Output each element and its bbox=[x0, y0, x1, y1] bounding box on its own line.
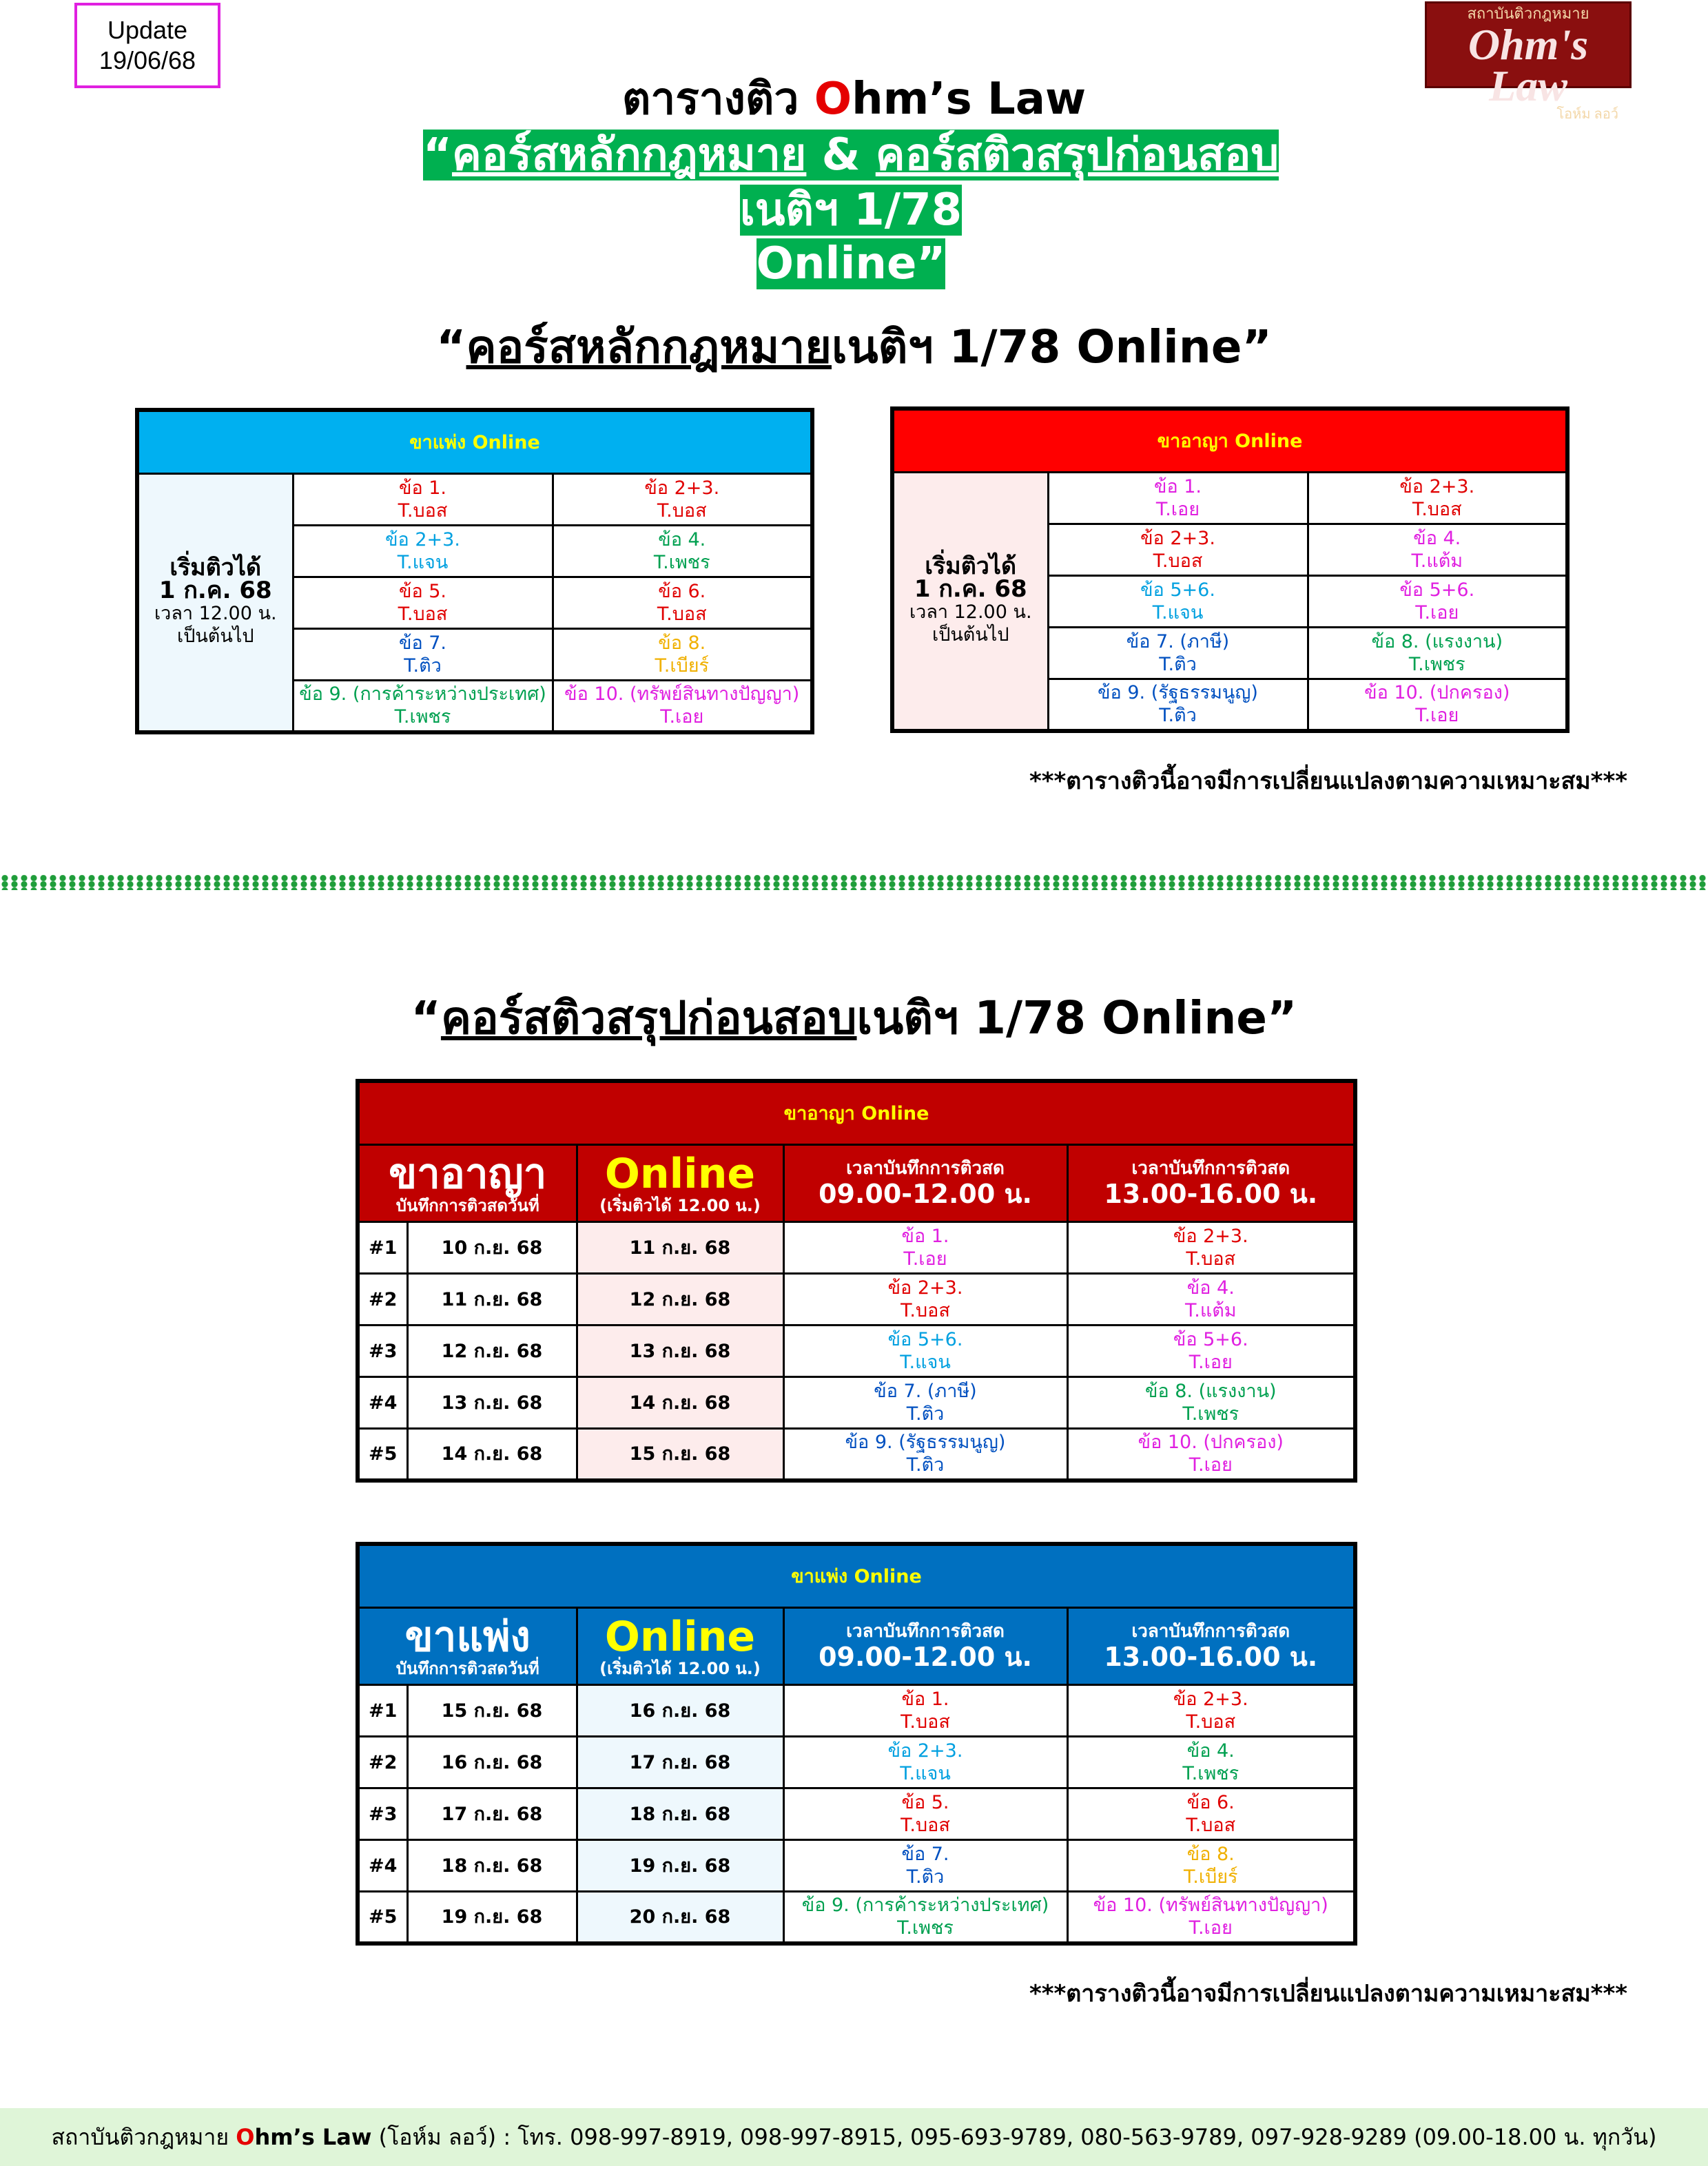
live-date: 17 ก.ย. 68 bbox=[407, 1788, 577, 1840]
start-info bbox=[137, 474, 293, 732]
online-date: 17 ก.ย. 68 bbox=[577, 1737, 783, 1788]
afternoon-subject-cell bbox=[1067, 1737, 1355, 1788]
subject-label: ข้อ 4. bbox=[1186, 1277, 1235, 1299]
col-date-sub: บันทึกการติวสดวันที่ bbox=[395, 1658, 539, 1678]
col-morning-sub: เวลาบันทึกการติวสด bbox=[846, 1157, 1005, 1179]
col-afternoon-sub: เวลาบันทึกการติวสด bbox=[1131, 1157, 1290, 1179]
tutor-label: T.แจน bbox=[1152, 602, 1204, 623]
col-morning-header bbox=[783, 1145, 1067, 1222]
col-morning-time: 09.00-12.00 น. bbox=[819, 1178, 1032, 1209]
title-line-2-highlight bbox=[423, 130, 1279, 180]
online-date: 16 ก.ย. 68 bbox=[577, 1685, 783, 1737]
tutor-label: T.บอส bbox=[901, 1711, 950, 1733]
start-label: เริ่มติวได้ bbox=[925, 553, 1017, 581]
col-date-title: ขาแพ่ง bbox=[404, 1612, 531, 1661]
subject-cell bbox=[553, 577, 812, 629]
table-row bbox=[358, 1685, 1355, 1737]
subject-label: ข้อ 2+3. bbox=[1173, 1689, 1248, 1710]
start-time: เวลา 12.00 น. bbox=[154, 603, 277, 625]
civil-summary-header: ขาแพ่ง Online bbox=[358, 1544, 1355, 1608]
tutor-label: T.บอส bbox=[398, 604, 448, 625]
title-line2-course-a: คอร์สหลักกฎหมาย bbox=[452, 130, 807, 180]
tutor-label: T.ติว bbox=[906, 1454, 945, 1476]
tutor-label: T.ติว bbox=[1159, 654, 1197, 675]
criminal-summary-header: ขาอาญา Online bbox=[358, 1081, 1355, 1145]
tutor-label: T.แจน bbox=[900, 1763, 951, 1784]
online-date: 18 ก.ย. 68 bbox=[577, 1788, 783, 1840]
section2-note: ***ตารางติวนี้อาจมีการเปลี่ยนแปลงตามความเหมาะสม*** bbox=[1029, 1980, 1627, 2008]
online-date: 19 ก.ย. 68 bbox=[577, 1840, 783, 1892]
tutor-label: T.แจน bbox=[397, 552, 449, 573]
tutor-label: T.ติว bbox=[1159, 705, 1197, 727]
afternoon-subject-cell bbox=[1067, 1429, 1355, 1481]
tutor-label: T.เอย bbox=[1189, 1917, 1233, 1939]
tutor-label: T.บอส bbox=[1186, 1711, 1236, 1733]
subject-label: ข้อ 10. (ทรัพย์สินทางปัญญา) bbox=[564, 683, 800, 705]
afternoon-subject-cell bbox=[1067, 1892, 1355, 1943]
start-info bbox=[892, 473, 1048, 731]
subject-cell bbox=[1308, 679, 1567, 731]
section1-civil-table bbox=[135, 408, 814, 734]
live-date: 12 ก.ย. 68 bbox=[407, 1326, 577, 1377]
live-date: 15 ก.ย. 68 bbox=[407, 1685, 577, 1737]
tutor-label: T.เพชร bbox=[1182, 1403, 1239, 1425]
live-date: 18 ก.ย. 68 bbox=[407, 1840, 577, 1892]
logo-main: Ohm's Law bbox=[1468, 20, 1589, 110]
title-brand-rest: hm’s Law bbox=[852, 74, 1087, 125]
start-onward: เป็นต้นไป bbox=[932, 624, 1009, 646]
logo-sub: สถาบันติวกฎหมาย bbox=[1467, 5, 1589, 22]
title-line2-course-b: คอร์สติวสรุปก่อนสอบ bbox=[875, 130, 1279, 180]
title-prefix: ตารางติว bbox=[621, 74, 814, 125]
row-number: #2 bbox=[358, 1737, 407, 1788]
section1-criminal-table bbox=[890, 406, 1570, 733]
tutor-label: T.บอส bbox=[901, 1300, 950, 1321]
subject-cell bbox=[1048, 524, 1308, 576]
col-morning-sub: เวลาบันทึกการติวสด bbox=[846, 1620, 1005, 1642]
subject-cell bbox=[1048, 628, 1308, 679]
tutor-label: T.ติว bbox=[906, 1866, 945, 1888]
tutor-label: T.ติว bbox=[404, 655, 442, 677]
subject-cell bbox=[553, 526, 812, 577]
tutor-label: T.เอย bbox=[1155, 499, 1200, 520]
col-afternoon-time: 13.00-16.00 น. bbox=[1104, 1641, 1318, 1672]
live-date: 19 ก.ย. 68 bbox=[407, 1892, 577, 1943]
subject-label: ข้อ 7. (ภาษี) bbox=[1126, 631, 1230, 652]
subject-label: ข้อ 9. (การค้าระหว่างประเทศ) bbox=[299, 683, 546, 705]
footer-contact bbox=[0, 2108, 1708, 2166]
table-row bbox=[358, 1892, 1355, 1943]
tutor-label: T.เอย bbox=[1415, 602, 1459, 623]
subject-cell bbox=[293, 577, 553, 629]
column-header-row bbox=[358, 1145, 1355, 1222]
tutor-label: T.บอส bbox=[657, 604, 707, 625]
tutor-label: T.เบียร์ bbox=[1183, 1866, 1238, 1888]
title-line2-amp: & bbox=[806, 130, 876, 180]
afternoon-subject-cell bbox=[1067, 1840, 1355, 1892]
morning-subject-cell bbox=[783, 1326, 1067, 1377]
subject-cell bbox=[553, 629, 812, 681]
tutor-label: T.เอย bbox=[903, 1248, 947, 1270]
start-label: เริ่มติวได้ bbox=[169, 554, 262, 582]
subject-label: ข้อ 10. (ปกครอง) bbox=[1138, 1432, 1284, 1454]
subject-label: ข้อ 7. bbox=[901, 1844, 949, 1865]
subject-label: ข้อ 1. bbox=[901, 1226, 949, 1247]
col-date-title: ขาอาญา bbox=[389, 1149, 547, 1198]
subject-cell bbox=[1308, 576, 1567, 628]
morning-subject-cell bbox=[783, 1685, 1067, 1737]
table-row bbox=[358, 1737, 1355, 1788]
col-afternoon-header bbox=[1067, 1145, 1355, 1222]
col-online-sub: (เริ่มติวได้ 12.00 น.) bbox=[599, 1195, 761, 1215]
section1-title bbox=[0, 318, 1708, 376]
page-title bbox=[0, 70, 1708, 128]
tutor-label: T.บอส bbox=[657, 500, 707, 522]
table-row bbox=[892, 473, 1567, 524]
subject-cell bbox=[1308, 628, 1567, 679]
column-header-row bbox=[358, 1608, 1355, 1685]
section1-title-underlined: คอร์สหลักกฎหมาย bbox=[466, 320, 832, 373]
live-date: 10 ก.ย. 68 bbox=[407, 1222, 577, 1274]
section2-title bbox=[0, 989, 1708, 1047]
table-header-row bbox=[358, 1544, 1355, 1608]
start-date: 1 ก.ค. 68 bbox=[914, 575, 1027, 604]
tutor-label: T.เพชร bbox=[394, 706, 451, 728]
table-row bbox=[137, 474, 812, 526]
subject-label: ข้อ 5+6. bbox=[1173, 1329, 1248, 1350]
live-date: 11 ก.ย. 68 bbox=[407, 1274, 577, 1326]
row-number: #5 bbox=[358, 1429, 407, 1481]
online-date: 13 ก.ย. 68 bbox=[577, 1326, 783, 1377]
table-header-row bbox=[358, 1081, 1355, 1145]
criminal-table-header: ขาอาญา Online bbox=[892, 409, 1567, 473]
online-date: 11 ก.ย. 68 bbox=[577, 1222, 783, 1274]
subject-label: ข้อ 2+3. bbox=[1399, 476, 1475, 497]
subject-cell bbox=[1048, 576, 1308, 628]
table-row bbox=[358, 1274, 1355, 1326]
subject-label: ข้อ 2+3. bbox=[644, 477, 720, 499]
title-line3-text: เนติฯ 1/78 Online” bbox=[739, 185, 963, 289]
title-line-2 bbox=[400, 128, 1302, 182]
section2-civil-table bbox=[356, 1542, 1357, 1946]
subject-cell bbox=[1048, 679, 1308, 731]
col-online-title: Online bbox=[604, 1149, 756, 1198]
subject-cell bbox=[1308, 473, 1567, 524]
subject-cell bbox=[553, 681, 812, 732]
subject-label: ข้อ 6. bbox=[658, 581, 706, 602]
col-morning-time: 09.00-12.00 น. bbox=[819, 1641, 1032, 1672]
morning-subject-cell bbox=[783, 1737, 1067, 1788]
subject-label: ข้อ 5+6. bbox=[1399, 579, 1475, 601]
start-date: 1 ก.ค. 68 bbox=[158, 577, 272, 605]
subject-cell bbox=[293, 474, 553, 526]
col-afternoon-time: 13.00-16.00 น. bbox=[1104, 1178, 1318, 1209]
online-date: 20 ก.ย. 68 bbox=[577, 1892, 783, 1943]
subject-cell bbox=[293, 681, 553, 732]
subject-label: ข้อ 9. (รัฐธรรมนูญ) bbox=[845, 1432, 1006, 1454]
tutor-label: T.บอส bbox=[1153, 550, 1203, 572]
tutor-label: T.เอย bbox=[1189, 1352, 1233, 1373]
afternoon-subject-cell bbox=[1067, 1222, 1355, 1274]
title-line-3 bbox=[641, 183, 1061, 291]
col-date-header bbox=[358, 1145, 577, 1222]
tutor-label: T.แจน bbox=[900, 1352, 951, 1373]
tutor-label: T.บอส bbox=[901, 1815, 950, 1836]
subject-cell bbox=[293, 526, 553, 577]
footer-suffix: (โอห์ม ลอว์) : โทร. 098-997-8919, 098-997-8915, 095-693-9789, 080-563-9789, 097-928-9289 (09.00-18.00 น. ทุกวัน) bbox=[371, 2124, 1657, 2150]
title-line2-quote: “ bbox=[422, 130, 452, 180]
subject-label: ข้อ 2+3. bbox=[1173, 1226, 1248, 1247]
col-afternoon-header bbox=[1067, 1608, 1355, 1685]
subject-label: ข้อ 8. (แรงงาน) bbox=[1145, 1381, 1277, 1402]
table-row bbox=[358, 1788, 1355, 1840]
table-row bbox=[358, 1377, 1355, 1429]
morning-subject-cell bbox=[783, 1377, 1067, 1429]
subject-label: ข้อ 1. bbox=[901, 1689, 949, 1710]
section1-note: ***ตารางติวนี้อาจมีการเปลี่ยนแปลงตามความเหมาะสม*** bbox=[1029, 767, 1627, 795]
subject-label: ข้อ 4. bbox=[1186, 1740, 1235, 1762]
update-date: 19/06/68 bbox=[99, 46, 196, 74]
tutor-label: T.แต้ม bbox=[1184, 1300, 1237, 1321]
subject-cell bbox=[1308, 524, 1567, 576]
row-number: #3 bbox=[358, 1326, 407, 1377]
section2-title-rest: เนติฯ 1/78 Online” bbox=[856, 991, 1297, 1044]
civil-table-header: ขาแพ่ง Online bbox=[137, 410, 812, 474]
update-label: Update bbox=[107, 16, 188, 44]
section1-title-quote: “ bbox=[436, 320, 466, 373]
live-date: 13 ก.ย. 68 bbox=[407, 1377, 577, 1429]
section2-title-quote: “ bbox=[411, 991, 441, 1044]
subject-label: ข้อ 2+3. bbox=[1140, 528, 1215, 549]
footer-prefix: สถาบันติวกฎหมาย bbox=[51, 2124, 236, 2150]
online-date: 14 ก.ย. 68 bbox=[577, 1377, 783, 1429]
row-number: #4 bbox=[358, 1840, 407, 1892]
row-number: #5 bbox=[358, 1892, 407, 1943]
section2-criminal-table bbox=[356, 1079, 1357, 1483]
tutor-label: T.เอย bbox=[1189, 1454, 1233, 1476]
morning-subject-cell bbox=[783, 1788, 1067, 1840]
tutor-label: T.บอส bbox=[398, 500, 448, 522]
subject-cell bbox=[293, 629, 553, 681]
subject-label: ข้อ 4. bbox=[658, 529, 706, 550]
col-online-header bbox=[577, 1608, 783, 1685]
dotted-divider bbox=[0, 875, 1708, 890]
subject-label: ข้อ 2+3. bbox=[887, 1277, 963, 1299]
morning-subject-cell bbox=[783, 1892, 1067, 1943]
subject-label: ข้อ 6. bbox=[1186, 1792, 1235, 1813]
online-date: 15 ก.ย. 68 bbox=[577, 1429, 783, 1481]
footer-brand-o: O bbox=[236, 2124, 255, 2150]
afternoon-subject-cell bbox=[1067, 1685, 1355, 1737]
table-row bbox=[358, 1222, 1355, 1274]
section1-title-rest: เนติฯ 1/78 Online” bbox=[831, 320, 1272, 373]
morning-subject-cell bbox=[783, 1429, 1067, 1481]
tutor-label: T.เพชร bbox=[1408, 654, 1465, 675]
tutor-label: T.เพชร bbox=[1182, 1763, 1239, 1784]
section2-title-underlined: คอร์สติวสรุปก่อนสอบ bbox=[440, 991, 857, 1044]
tutor-label: T.เบียร์ bbox=[655, 655, 710, 677]
tutor-label: T.แต้ม bbox=[1411, 550, 1463, 572]
col-morning-header bbox=[783, 1608, 1067, 1685]
tutor-label: T.ติว bbox=[906, 1403, 945, 1425]
subject-cell bbox=[553, 474, 812, 526]
tutor-label: T.บอส bbox=[1186, 1248, 1236, 1270]
col-date-sub: บันทึกการติวสดวันที่ bbox=[395, 1195, 539, 1215]
subject-label: ข้อ 5+6. bbox=[1140, 579, 1215, 601]
subject-cell bbox=[1048, 473, 1308, 524]
subject-label: ข้อ 5+6. bbox=[887, 1329, 963, 1350]
live-date: 16 ก.ย. 68 bbox=[407, 1737, 577, 1788]
subject-label: ข้อ 1. bbox=[398, 477, 447, 499]
afternoon-subject-cell bbox=[1067, 1326, 1355, 1377]
subject-label: ข้อ 2+3. bbox=[887, 1740, 963, 1762]
row-number: #2 bbox=[358, 1274, 407, 1326]
title-brand-o: O bbox=[814, 74, 852, 125]
col-online-title: Online bbox=[604, 1612, 756, 1661]
subject-label: ข้อ 5. bbox=[398, 581, 447, 602]
footer-brand-rest: hm’s Law bbox=[254, 2124, 372, 2150]
subject-label: ข้อ 2+3. bbox=[385, 529, 460, 550]
table-row bbox=[358, 1429, 1355, 1481]
subject-label: ข้อ 10. (ปกครอง) bbox=[1364, 682, 1510, 704]
row-number: #3 bbox=[358, 1788, 407, 1840]
subject-label: ข้อ 9. (การค้าระหว่างประเทศ) bbox=[801, 1895, 1049, 1917]
afternoon-subject-cell bbox=[1067, 1377, 1355, 1429]
subject-label: ข้อ 9. (รัฐธรรมนูญ) bbox=[1098, 682, 1258, 704]
live-date: 14 ก.ย. 68 bbox=[407, 1429, 577, 1481]
subject-label: ข้อ 10. (ทรัพย์สินทางปัญญา) bbox=[1093, 1895, 1328, 1917]
logo-th: โอห์ม ลอว์ bbox=[1556, 107, 1618, 122]
row-number: #1 bbox=[358, 1222, 407, 1274]
subject-label: ข้อ 8. bbox=[658, 632, 706, 654]
subject-label: ข้อ 4. bbox=[1413, 528, 1461, 549]
col-online-header bbox=[577, 1145, 783, 1222]
tutor-label: T.เพชร bbox=[897, 1917, 954, 1939]
tutor-label: T.เพชร bbox=[653, 552, 710, 573]
subject-label: ข้อ 1. bbox=[1153, 476, 1202, 497]
col-afternoon-sub: เวลาบันทึกการติวสด bbox=[1131, 1620, 1290, 1642]
row-number: #1 bbox=[358, 1685, 407, 1737]
morning-subject-cell bbox=[783, 1274, 1067, 1326]
subject-label: ข้อ 8. (แรงงาน) bbox=[1371, 631, 1503, 652]
subject-label: ข้อ 7. (ภาษี) bbox=[874, 1381, 977, 1402]
subject-label: ข้อ 8. bbox=[1186, 1844, 1235, 1865]
afternoon-subject-cell bbox=[1067, 1274, 1355, 1326]
subject-label: ข้อ 5. bbox=[901, 1792, 949, 1813]
subject-label: ข้อ 7. bbox=[398, 632, 447, 654]
morning-subject-cell bbox=[783, 1222, 1067, 1274]
start-onward: เป็นต้นไป bbox=[176, 626, 254, 648]
afternoon-subject-cell bbox=[1067, 1788, 1355, 1840]
tutor-label: T.บอส bbox=[1186, 1815, 1236, 1836]
table-row bbox=[358, 1326, 1355, 1377]
morning-subject-cell bbox=[783, 1840, 1067, 1892]
tutor-label: T.เอย bbox=[1415, 705, 1459, 727]
tutor-label: T.บอส bbox=[1412, 499, 1462, 520]
col-date-header bbox=[358, 1608, 577, 1685]
row-number: #4 bbox=[358, 1377, 407, 1429]
online-date: 12 ก.ย. 68 bbox=[577, 1274, 783, 1326]
col-online-sub: (เริ่มติวได้ 12.00 น.) bbox=[599, 1658, 761, 1678]
table-row bbox=[358, 1840, 1355, 1892]
tutor-label: T.เอย bbox=[660, 706, 704, 728]
start-time: เวลา 12.00 น. bbox=[909, 601, 1032, 623]
